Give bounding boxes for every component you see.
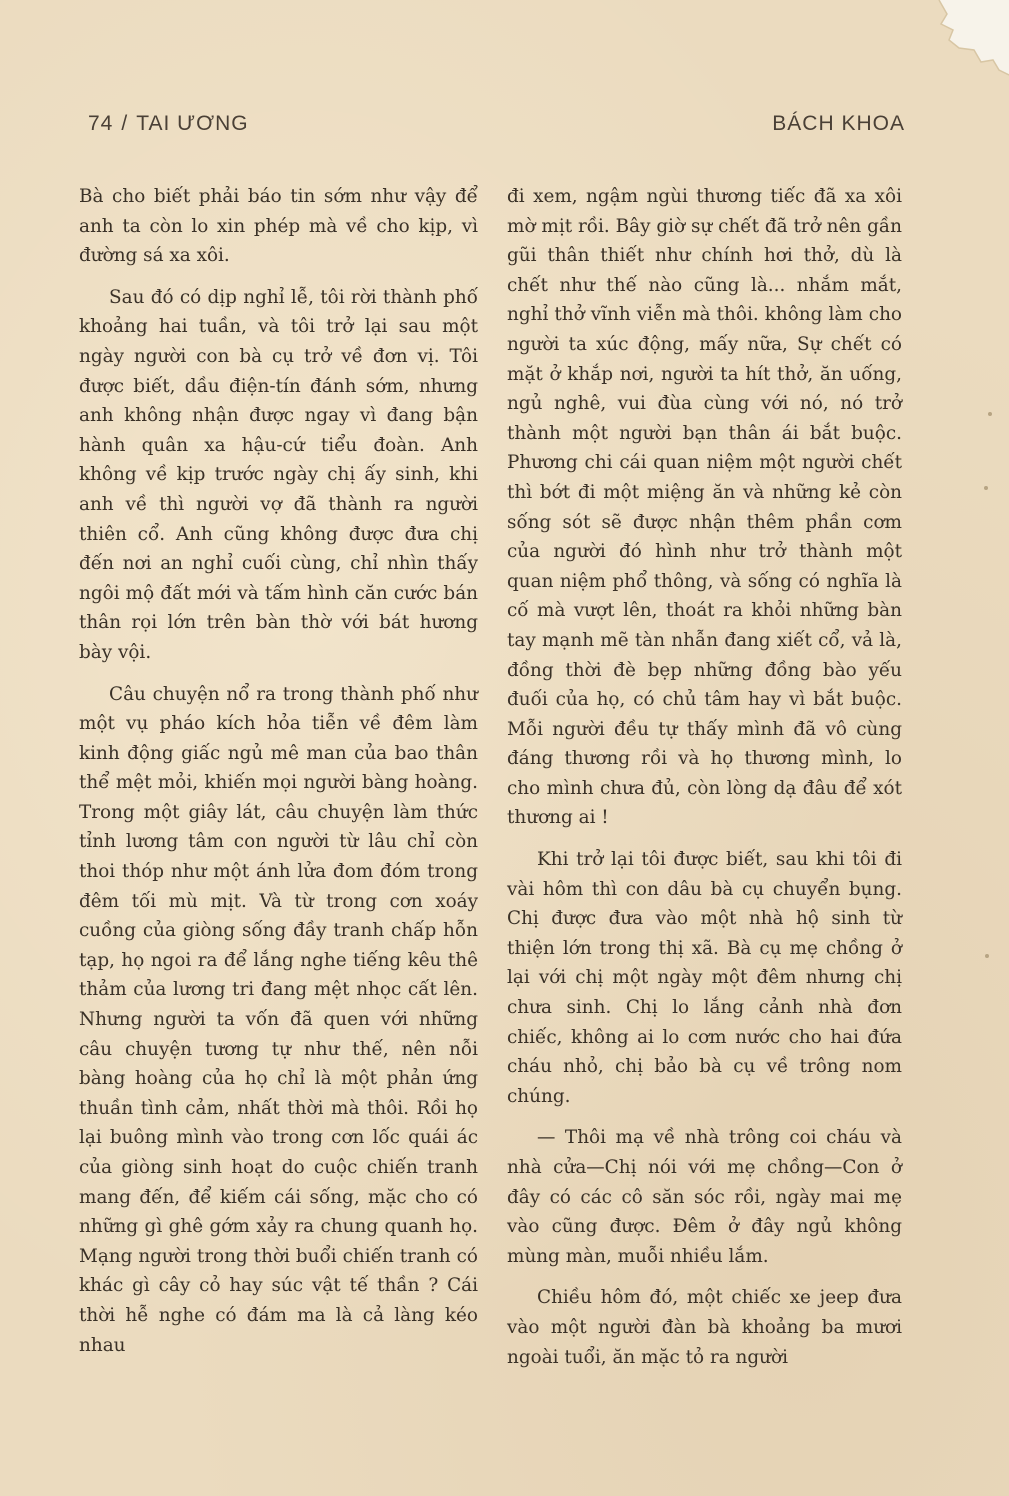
paper-speck xyxy=(984,486,988,490)
torn-corner xyxy=(919,0,1009,80)
section-title: TAI ƯƠNG xyxy=(136,112,249,135)
header-left xyxy=(88,112,249,136)
publication-name: BÁCH KHOA xyxy=(772,112,905,135)
paragraph: Bà cho biết phải báo tin sớm như vậy để anh ta còn lo xin phép mà về cho kịp, vì đường sá xa xôi. xyxy=(79,186,478,267)
paragraph: Câu chuyện nổ ra trong thành phố như một vụ pháo kích hỏa tiễn về đêm làm kinh động giấc ngủ mê man của bao thân thể mệt mỏi, khiến mọi người bàng hoàng. Trong một giây lát, câu chuyện làm thức tỉnh lương tâm con người từ lâu chỉ còn thoi thóp như một ánh lửa đom đóm trong đêm tối mù mịt. Và từ trong cơn xoáy cuồng của giòng sống đầy tranh chấp hỗn tạp, họ ngoi ra để lắng nghe tiếng kêu thê thảm của lương tri đang mệt nhọc cất lên. Nhưng người ta vốn đã quen với những câu chuyện tương tự như thế, nên nỗi bàng hoàng của họ chỉ là một phản ứng thuần tình cảm, nhất thời mà thôi. Rồi họ lại buông mình vào trong cơn lốc quái ác của giòng sinh hoạt do cuộc chiến tranh mang đến, để kiếm cái sống, mặc cho có những gì ghê gớm xảy ra chung quanh họ. Mạng người trong thời buổi chiến tranh có khác gì cây cỏ hay súc vật tế thần ? Cái thời hễ nghe có đám ma là cả làng kéo nhau xyxy=(79,683,478,1356)
paper-speck xyxy=(988,412,992,416)
left-column xyxy=(79,182,478,1372)
paragraph: Khi trở lại tôi được biết, sau khi tôi đi vài hôm thì con dâu bà cụ chuyển bụng. Chị được đưa vào một nhà hộ sinh từ thiện lớn trong thị xã. Bà cụ mẹ chồng ở lại với chị một ngày một đêm nhưng chị chưa sinh. Chị lo lắng cảnh nhà đơn chiếc, không ai lo cơm nước cho hai đứa cháu nhỏ, chị bảo bà cụ về trông nom chúng. xyxy=(507,849,902,1107)
paragraph: Sau đó có dịp nghỉ lễ, tôi rời thành phố khoảng hai tuần, và tôi trở lại sau một ngày người con bà cụ trở về đơn vị. Tôi được biết, dầu điện-tín đánh sớm, nhưng anh không nhận được ngay vì đang bận hành quân xa hậu-cứ tiểu đoàn. Anh không về kịp trước ngày chị ấy sinh, khi anh về thì người vợ đã thành ra người thiên cổ. Anh cũng không được đưa chị đến nơi an nghỉ cuối cùng, chỉ nhìn thấy ngôi mộ đất mới và tấm hình căn cước bán thân rọi lớn trên bàn thờ với bát hương bày vội. xyxy=(79,286,478,663)
running-header xyxy=(88,112,905,136)
paragraph: — Thôi mạ về nhà trông coi cháu và nhà cửa—Chị nói với mẹ chồng—Con ở đây có các cô săn sóc rồi, ngày mai mẹ vào cũng được. Đêm ở đây ngủ không mùng màn, muỗi nhiều lắm. xyxy=(507,1127,902,1267)
paragraph: Chiều hôm đó, một chiếc xe jeep đưa vào một người đàn bà khoảng ba mươi ngoài tuổi, ăn mặc tỏ ra người xyxy=(507,1287,902,1368)
header-separator: / xyxy=(121,112,129,135)
paragraph: đi xem, ngậm ngùi thương tiếc đã xa xôi mờ mịt rồi. Bây giờ sự chết đã trở nên gần gũi thân thiết như chính hơi thở, dù là chết như thế nào cũng là... nhắm mắt, nghỉ thở vĩnh viễn mà thôi. không làm cho người ta xúc động, mấy nữa, Sự chết có mặt ở khắp nơi, người ta hít thở, ăn uống, ngủ nghê, vui đùa cùng với nó, nó trở thành một người bạn thân ái bắt buộc. Phương chi cái quan niệm một người chết thì bớt đi một miệng ăn và những kẻ còn sống sót sẽ được nhận thêm phần cơm của người đó hình như trở thành một quan niệm phổ thông, và sống có nghĩa là cố mà vượt lên, thoát ra khỏi những bàn tay mạnh mẽ tàn nhẫn đang xiết cổ, vả là, đồng thời đè bẹp những đồng bào yếu đuối của họ, có chủ tâm hay vì bắt buộc. Mỗi người đều tự thấy mình đã vô cùng đáng thương rồi và họ thương mình, lo cho mình chưa đủ, còn lòng dạ đâu để xót thương ai ! xyxy=(507,186,902,829)
right-column xyxy=(507,182,902,1384)
paper-speck xyxy=(985,954,989,958)
page-number: 74 xyxy=(88,112,114,135)
